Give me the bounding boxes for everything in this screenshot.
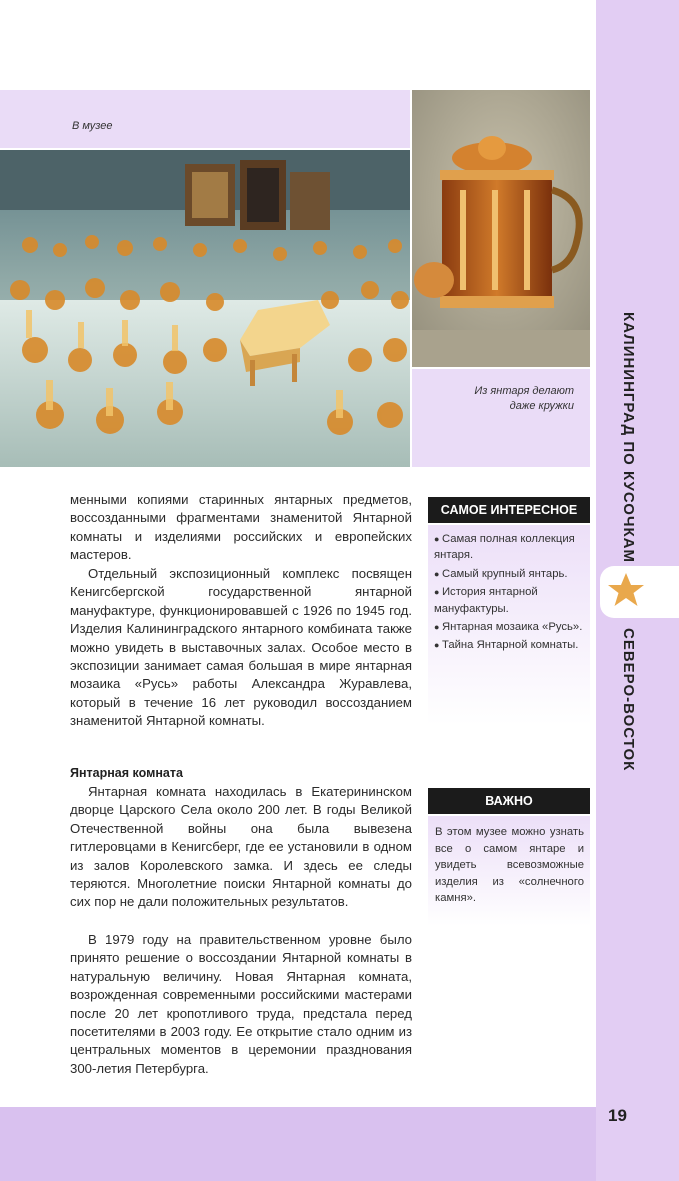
page-number: 19 xyxy=(608,1106,627,1125)
important-box xyxy=(428,816,590,926)
caption-cup-line2: даже кружки xyxy=(509,400,574,412)
interesting-box-title: САМОЕ ИНТЕРЕСНОЕ xyxy=(428,497,590,523)
list-item: ● Янтарная мозаика «Русь». xyxy=(434,619,584,635)
body-paragraph-2: Отдельный экспозиционный комплекс посвящен Кенигсбергской государственной янтарной мануфактуре, функционировавшей с 1926 по 1945 год. Изделия Калининградского янтарного комбината также можно увидеть в выставочных залах. Особое место в экспозиции занимает самая большая в мире янтарная мозаика «Русь» работы Александра Журавлева, который в течение 16 лет руководил воссозданием знаменитой Янтарной комнаты. xyxy=(70,566,412,729)
list-item: ● Тайна Янтарной комнаты. xyxy=(434,637,584,653)
list-item: ● Самый крупный янтарь. xyxy=(434,566,584,582)
caption-band-left xyxy=(0,90,410,148)
important-box-title: ВАЖНО xyxy=(428,788,590,814)
list-item: ● Самая полная коллекция янтаря. xyxy=(434,531,584,564)
chapter-title: КАЛИНИНГРАД ПО КУСОЧКАМ xyxy=(620,312,637,563)
body-paragraph-3: Янтарная комната находилась в Екатерининском дворце Царского Села около 200 лет. В годы Великой Отечественной войны она была вывезена гитлеровцами в Кенигсберг, где ее установили в одном из залов Королевского замка. И здесь ее следы теряются. Многолетние поиски Янтарной комнаты до сих пор не дали положительных результатов. xyxy=(70,784,412,910)
amber-cup-photo xyxy=(412,90,590,367)
section-heading: Янтарная комната xyxy=(70,766,183,780)
region-title: СЕВЕРО-ВОСТОК xyxy=(620,628,637,772)
body-paragraph-1: менными копиями старинных янтарных предметов, воссозданными фрагментами знаменитой Янтарной комнаты и изделиями российских и европейских мастеров. xyxy=(70,492,412,563)
caption-cup-line1: Из янтаря делают xyxy=(474,385,574,397)
important-text: В этом музее можно узнать все о самом янтаре и увидеть всевозможные изделия из «солнечного камня». xyxy=(435,826,584,905)
interesting-box xyxy=(428,525,590,725)
list-item: ● История янтарной мануфактуры. xyxy=(434,584,584,617)
photo-caption-museum: В музее xyxy=(72,120,113,132)
bottom-band xyxy=(0,1107,596,1181)
interesting-list xyxy=(428,525,590,660)
photo-caption-cup xyxy=(420,384,574,414)
body-paragraph-4: В 1979 году на правительственном уровне было принято решение о воссоздании Янтарной комнаты в натуральную величину. Новая Янтарная комната, возрожденная современными российскими мастерами после 20 лет кропотливого труда, предстала перед посетителями в 2003 году. Ее открытие стало одним из центральных моментов в церемонии празднования 300-летия Петербурга. xyxy=(70,932,412,1076)
museum-photo xyxy=(0,150,410,467)
star-icon xyxy=(606,570,646,610)
